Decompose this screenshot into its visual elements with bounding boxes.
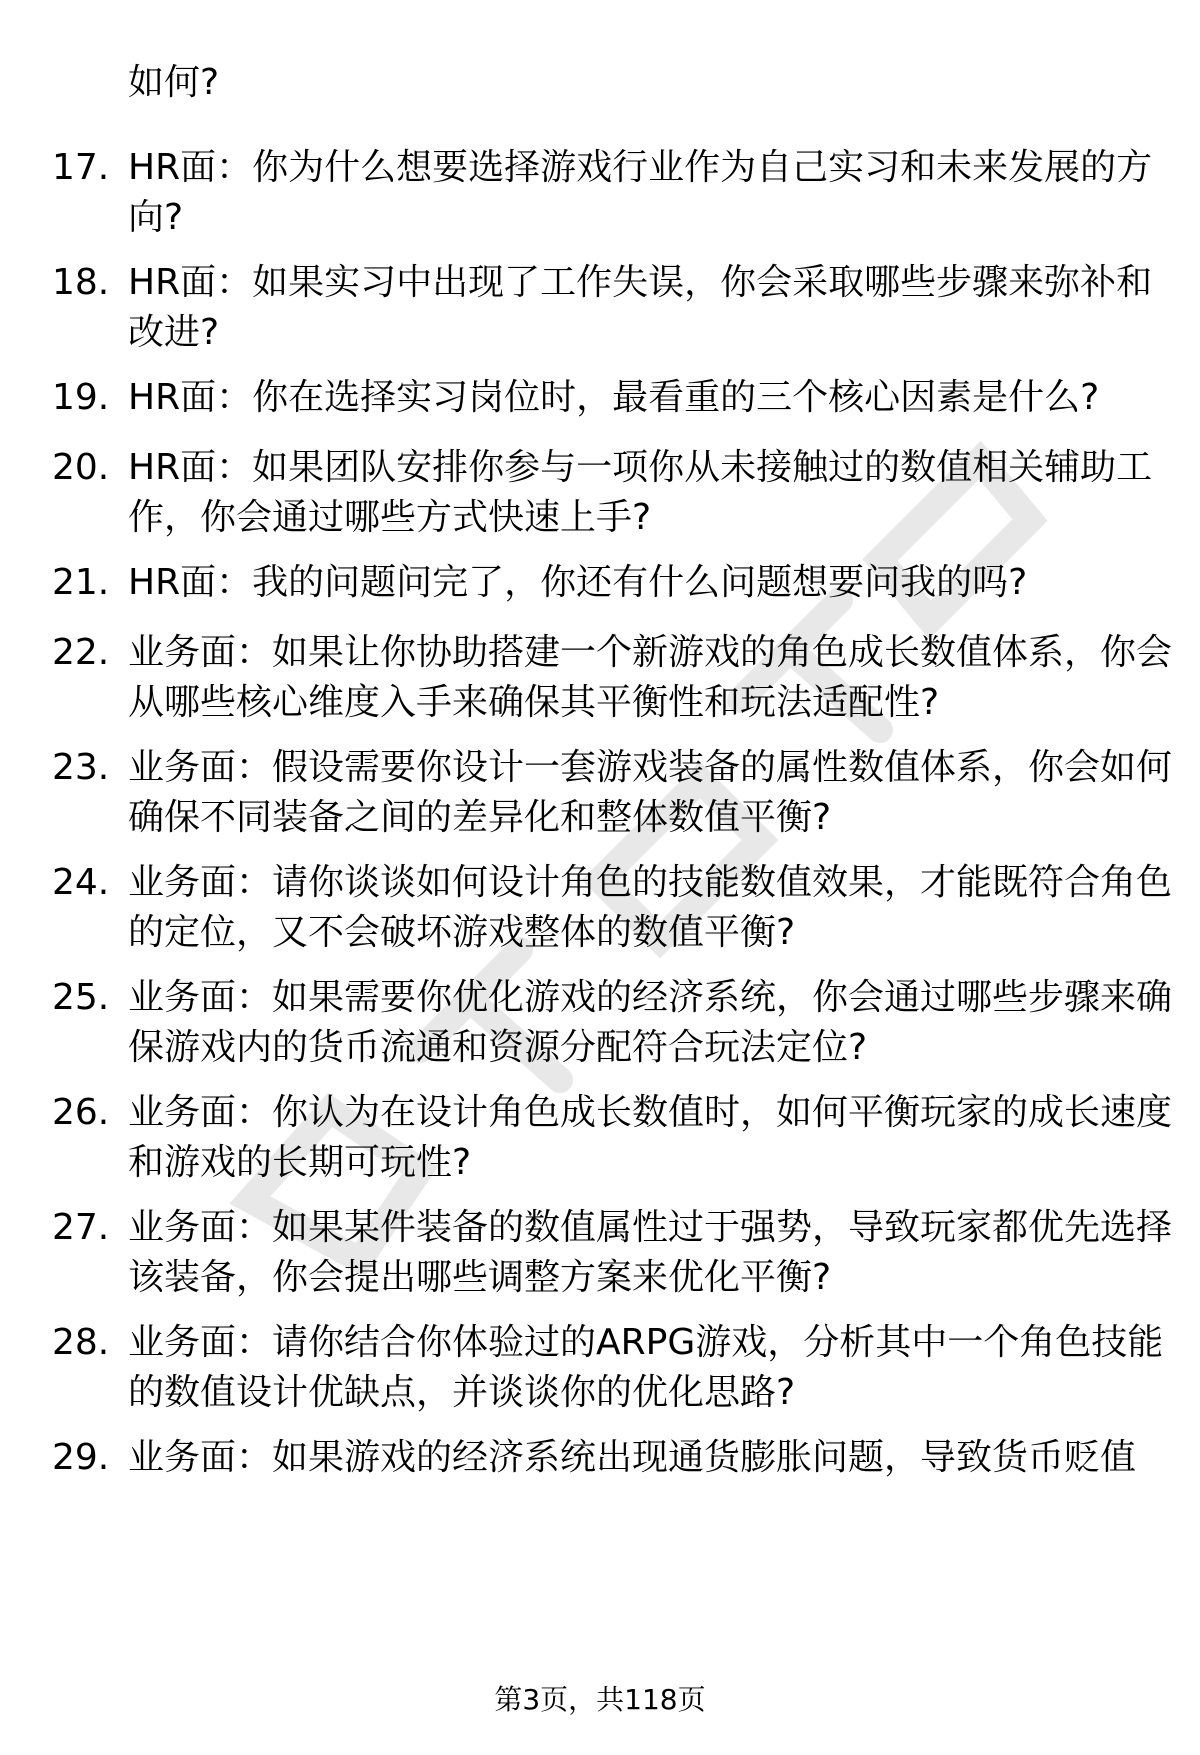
question-number: 22. xyxy=(52,632,110,673)
question-text: HR面：我的问题问完了，你还有什么问题想要问我的吗? xyxy=(128,562,1028,603)
list-item xyxy=(52,973,1173,1073)
question-text: 业务面：请你谈谈如何设计角色的技能数值效果，才能既符合角色的定位，又不会破坏游戏整体的数值平衡? xyxy=(128,862,1173,953)
question-number: 23. xyxy=(52,747,110,788)
question-text: 业务面：如果需要你优化游戏的经济系统，你会通过哪些步骤来确保游戏内的货币流通和资源分配符合玩法定位? xyxy=(128,977,1173,1068)
question-number: 28. xyxy=(52,1322,110,1363)
question-number: 17. xyxy=(52,147,110,188)
question-number: 26. xyxy=(52,1092,110,1133)
list-item xyxy=(52,743,1173,843)
list-item xyxy=(52,258,1162,358)
list-item xyxy=(52,1433,1162,1483)
question-number: 27. xyxy=(52,1207,110,1248)
list-item xyxy=(52,558,1162,608)
question-text: 业务面：请你结合你体验过的ARPG游戏，分析其中一个角色技能的数值设计优缺点，并谈谈你的优化思路? xyxy=(128,1322,1164,1413)
question-text: 业务面：假设需要你设计一套游戏装备的属性数值体系，你会如何确保不同装备之间的差异化和整体数值平衡? xyxy=(128,747,1173,838)
list-item xyxy=(52,443,1162,543)
question-number: 24. xyxy=(52,862,110,903)
question-text: 业务面：如果某件装备的数值属性过于强势，导致玩家都优先选择该装备，你会提出哪些调整方案来优化平衡? xyxy=(128,1207,1173,1298)
question-text: HR面：如果实习中出现了工作失误，你会采取哪些步骤来弥补和改进? xyxy=(128,262,1153,353)
question-number: 20. xyxy=(52,447,110,488)
list-item xyxy=(52,858,1173,958)
page-footer: 第3页，共118页 xyxy=(494,1683,706,1716)
question-text: 业务面：如果让你协助搭建一个新游戏的角色成长数值体系，你会从哪些核心维度入手来确保其平衡性和玩法适配性? xyxy=(128,632,1173,723)
question-number: 25. xyxy=(52,977,110,1018)
question-text: HR面：你为什么想要选择游戏行业作为自己实习和未来发展的方向? xyxy=(128,147,1153,238)
question-number: 18. xyxy=(52,262,110,303)
list-item xyxy=(52,628,1173,728)
question-text: 业务面：你认为在设计角色成长数值时，如何平衡玩家的成长速度和游戏的长期可玩性? xyxy=(128,1092,1173,1183)
continuation-text: 如何? xyxy=(128,62,220,103)
question-text: HR面：你在选择实习岗位时，最看重的三个核心因素是什么? xyxy=(128,377,1100,418)
list-item xyxy=(52,1203,1173,1303)
question-number: 29. xyxy=(52,1437,110,1478)
list-item xyxy=(52,1088,1173,1188)
question-text: 业务面：如果游戏的经济系统出现通货膨胀问题，导致货币贬值 xyxy=(128,1437,1137,1478)
list-item xyxy=(52,373,1162,423)
question-text: HR面：如果团队安排你参与一项你从未接触过的数值相关辅助工作，你会通过哪些方式快速上手? xyxy=(128,447,1153,538)
list-item xyxy=(52,143,1162,243)
question-number: 21. xyxy=(52,562,110,603)
question-number: 19. xyxy=(52,377,110,418)
list-item xyxy=(52,1318,1162,1418)
